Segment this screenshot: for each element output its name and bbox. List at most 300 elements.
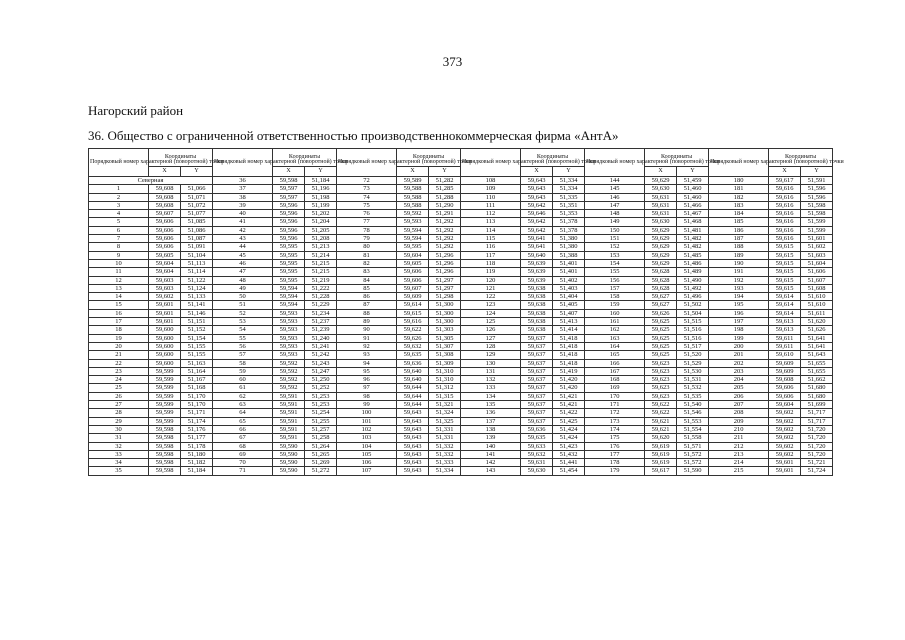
coord-y: 51,421 bbox=[553, 401, 585, 409]
coord-y: 51,460 bbox=[677, 185, 709, 193]
coord-x: 59,637 bbox=[521, 384, 553, 392]
point-number: 92 bbox=[337, 342, 397, 350]
coord-y: 51,184 bbox=[181, 467, 213, 475]
table-row bbox=[89, 318, 833, 326]
coord-x: 59,588 bbox=[397, 201, 429, 209]
point-number: 6 bbox=[89, 226, 149, 234]
point-number: 42 bbox=[213, 226, 273, 234]
coord-y: 51,680 bbox=[801, 384, 833, 392]
coord-x: 59,641 bbox=[521, 235, 553, 243]
coord-x: 59,629 bbox=[645, 259, 677, 267]
table-header bbox=[89, 149, 844, 177]
coord-y: 51,312 bbox=[429, 384, 461, 392]
coord-y: 51,219 bbox=[305, 276, 337, 284]
coord-x: 59,626 bbox=[397, 334, 429, 342]
coord-x: 59,632 bbox=[521, 450, 553, 458]
table-row bbox=[89, 210, 833, 218]
coord-x: 59,593 bbox=[273, 342, 305, 350]
point-number: 140 bbox=[461, 442, 521, 450]
coord-y: 51,482 bbox=[677, 243, 709, 251]
point-number: 196 bbox=[709, 309, 769, 317]
coord-x: 59,616 bbox=[769, 218, 801, 226]
coord-y: 51,133 bbox=[181, 293, 213, 301]
coord-y: 51,199 bbox=[305, 201, 337, 209]
coord-y: 51,378 bbox=[553, 226, 585, 234]
coord-y: 51,241 bbox=[305, 342, 337, 350]
table-row bbox=[89, 434, 833, 442]
coord-x: 59,622 bbox=[645, 409, 677, 417]
table-row bbox=[89, 309, 833, 317]
coord-x: 59,588 bbox=[397, 185, 429, 193]
point-number: 72 bbox=[337, 177, 397, 185]
point-number: 141 bbox=[461, 450, 521, 458]
coord-x-header: X bbox=[273, 167, 305, 177]
point-number: 73 bbox=[337, 185, 397, 193]
point-number: 52 bbox=[213, 309, 273, 317]
coord-x: 59,597 bbox=[273, 193, 305, 201]
coord-y: 51,502 bbox=[677, 301, 709, 309]
point-number: 111 bbox=[461, 201, 521, 209]
coord-y: 51,324 bbox=[429, 409, 461, 417]
coord-x: 59,598 bbox=[149, 467, 181, 475]
coordinates-header: Координаты bbox=[645, 149, 709, 167]
point-number: 59 bbox=[213, 367, 273, 375]
coord-x: 59,601 bbox=[149, 309, 181, 317]
coord-x: 59,627 bbox=[645, 301, 677, 309]
coord-y: 51,205 bbox=[305, 226, 337, 234]
point-number: 183 bbox=[709, 201, 769, 209]
point-number: 51 bbox=[213, 301, 273, 309]
point-number: 132 bbox=[461, 376, 521, 384]
table-row bbox=[89, 376, 833, 384]
coord-y: 51,662 bbox=[801, 376, 833, 384]
point-number: 20 bbox=[89, 342, 149, 350]
point-number: 61 bbox=[213, 384, 273, 392]
coord-x: 59,608 bbox=[769, 376, 801, 384]
coord-y: 51,598 bbox=[801, 210, 833, 218]
coord-x: 59,631 bbox=[645, 201, 677, 209]
point-number: 188 bbox=[709, 243, 769, 251]
table-row bbox=[89, 301, 833, 309]
coord-x: 59,615 bbox=[397, 309, 429, 317]
coord-x: 59,619 bbox=[645, 450, 677, 458]
table-row bbox=[89, 425, 833, 433]
table-row bbox=[89, 259, 833, 267]
coord-y: 51,460 bbox=[677, 193, 709, 201]
coord-y: 51,315 bbox=[429, 392, 461, 400]
point-number: 32 bbox=[89, 442, 149, 450]
coord-y: 51,515 bbox=[677, 318, 709, 326]
coord-y: 51,608 bbox=[801, 284, 833, 292]
coord-y: 51,413 bbox=[553, 318, 585, 326]
coord-y: 51,421 bbox=[553, 392, 585, 400]
coord-y: 51,163 bbox=[181, 359, 213, 367]
point-number: 135 bbox=[461, 401, 521, 409]
coord-y: 51,485 bbox=[677, 251, 709, 259]
coord-x: 59,601 bbox=[769, 467, 801, 475]
coord-x: 59,593 bbox=[273, 351, 305, 359]
point-number: 37 bbox=[213, 185, 273, 193]
coord-x: 59,642 bbox=[521, 226, 553, 234]
point-number: 150 bbox=[585, 226, 645, 234]
coord-y: 51,298 bbox=[429, 293, 461, 301]
coord-x: 59,595 bbox=[273, 251, 305, 259]
coord-y: 51,124 bbox=[181, 284, 213, 292]
point-number: 66 bbox=[213, 425, 273, 433]
coord-x: 59,615 bbox=[769, 259, 801, 267]
coord-y: 51,250 bbox=[305, 376, 337, 384]
coord-x: 59,640 bbox=[397, 376, 429, 384]
coord-x: 59,632 bbox=[397, 342, 429, 350]
point-number: 69 bbox=[213, 450, 273, 458]
coord-y: 51,237 bbox=[305, 318, 337, 326]
coordinates-table bbox=[88, 148, 844, 476]
coord-y: 51,198 bbox=[305, 193, 337, 201]
coord-y: 51,213 bbox=[305, 243, 337, 251]
point-number: 210 bbox=[709, 425, 769, 433]
coord-y: 51,307 bbox=[429, 342, 461, 350]
coord-y: 51,572 bbox=[677, 459, 709, 467]
point-number: 139 bbox=[461, 434, 521, 442]
point-number: 200 bbox=[709, 342, 769, 350]
point-number: 98 bbox=[337, 392, 397, 400]
coord-x: 59,625 bbox=[645, 326, 677, 334]
coord-y: 51,154 bbox=[181, 334, 213, 342]
point-number: 189 bbox=[709, 251, 769, 259]
point-number: 169 bbox=[585, 384, 645, 392]
table-row bbox=[89, 401, 833, 409]
coord-y: 51,180 bbox=[181, 450, 213, 458]
point-number: 3 bbox=[89, 201, 149, 209]
coord-y: 51,309 bbox=[429, 359, 461, 367]
coord-x: 59,642 bbox=[521, 218, 553, 226]
coord-y: 51,598 bbox=[801, 201, 833, 209]
point-number: 90 bbox=[337, 326, 397, 334]
coord-y: 51,596 bbox=[801, 193, 833, 201]
point-number: 81 bbox=[337, 251, 397, 259]
coord-y: 51,335 bbox=[553, 193, 585, 201]
coord-x: 59,594 bbox=[273, 301, 305, 309]
coord-x-header: X bbox=[521, 167, 553, 177]
coord-x: 59,643 bbox=[397, 442, 429, 450]
coord-x: 59,593 bbox=[397, 218, 429, 226]
coord-x: 59,633 bbox=[521, 442, 553, 450]
coord-x: 59,643 bbox=[397, 459, 429, 467]
coord-y: 51,720 bbox=[801, 425, 833, 433]
coord-x: 59,590 bbox=[273, 459, 305, 467]
coord-x: 59,623 bbox=[645, 376, 677, 384]
coord-y: 51,641 bbox=[801, 334, 833, 342]
coord-x: 59,616 bbox=[769, 185, 801, 193]
coord-x: 59,595 bbox=[273, 259, 305, 267]
coord-x: 59,601 bbox=[149, 301, 181, 309]
point-number: 21 bbox=[89, 351, 149, 359]
point-number: 99 bbox=[337, 401, 397, 409]
coord-x: 59,590 bbox=[273, 467, 305, 475]
coord-x: 59,637 bbox=[521, 409, 553, 417]
coord-x: 59,625 bbox=[645, 334, 677, 342]
point-number: 204 bbox=[709, 376, 769, 384]
point-number-header: Порядковый номер характерной (поворотной) точки bbox=[461, 149, 521, 177]
coord-y: 51,296 bbox=[429, 259, 461, 267]
point-number-header: Порядковый номер характерной (поворотной) точки bbox=[337, 149, 397, 177]
coord-x: 59,589 bbox=[397, 177, 429, 185]
coord-y: 51,292 bbox=[429, 235, 461, 243]
coord-x: 59,635 bbox=[521, 434, 553, 442]
coord-y: 51,240 bbox=[305, 334, 337, 342]
point-number: 64 bbox=[213, 409, 273, 417]
coord-x: 59,615 bbox=[769, 268, 801, 276]
coord-x: 59,628 bbox=[645, 284, 677, 292]
coord-y: 51,141 bbox=[181, 301, 213, 309]
point-number: 62 bbox=[213, 392, 273, 400]
point-number: 102 bbox=[337, 425, 397, 433]
coord-y: 51,655 bbox=[801, 367, 833, 375]
coord-y: 51,171 bbox=[181, 409, 213, 417]
point-number: 191 bbox=[709, 268, 769, 276]
coord-y: 51,401 bbox=[553, 259, 585, 267]
coord-y: 51,535 bbox=[677, 392, 709, 400]
point-number: 67 bbox=[213, 434, 273, 442]
point-number: 44 bbox=[213, 243, 273, 251]
coord-y: 51,591 bbox=[801, 177, 833, 185]
point-number: 171 bbox=[585, 401, 645, 409]
point-number: 195 bbox=[709, 301, 769, 309]
point-number: 174 bbox=[585, 425, 645, 433]
point-number: 53 bbox=[213, 318, 273, 326]
coord-x: 59,621 bbox=[645, 425, 677, 433]
coord-x: 59,637 bbox=[521, 401, 553, 409]
coord-y: 51,254 bbox=[305, 409, 337, 417]
coord-y: 51,351 bbox=[553, 201, 585, 209]
coord-y: 51,441 bbox=[553, 459, 585, 467]
point-number: 199 bbox=[709, 334, 769, 342]
coord-y: 51,204 bbox=[305, 218, 337, 226]
coord-y: 51,606 bbox=[801, 268, 833, 276]
point-number: 34 bbox=[89, 459, 149, 467]
coord-x: 59,592 bbox=[273, 359, 305, 367]
coord-x: 59,631 bbox=[645, 193, 677, 201]
point-number: 122 bbox=[461, 293, 521, 301]
coord-x: 59,591 bbox=[273, 401, 305, 409]
coord-x: 59,626 bbox=[645, 309, 677, 317]
coord-y: 51,332 bbox=[429, 450, 461, 458]
coord-x: 59,637 bbox=[521, 351, 553, 359]
point-number: 8 bbox=[89, 243, 149, 251]
coord-x: 59,604 bbox=[149, 268, 181, 276]
table-row bbox=[89, 334, 833, 342]
coord-x: 59,598 bbox=[149, 425, 181, 433]
point-number: 48 bbox=[213, 276, 273, 284]
coord-y: 51,603 bbox=[801, 251, 833, 259]
coord-y: 51,305 bbox=[429, 334, 461, 342]
coord-y-header: Y bbox=[181, 167, 213, 177]
coord-x: 59,606 bbox=[397, 276, 429, 284]
coord-x: 59,593 bbox=[273, 334, 305, 342]
coord-y: 51,388 bbox=[553, 251, 585, 259]
coord-x: 59,607 bbox=[149, 210, 181, 218]
point-number: 180 bbox=[709, 177, 769, 185]
coord-y: 51,066 bbox=[181, 185, 213, 193]
coord-y: 51,292 bbox=[429, 218, 461, 226]
coord-x: 59,602 bbox=[769, 417, 801, 425]
coordinates-header: Координаты bbox=[521, 149, 585, 167]
coord-y: 51,300 bbox=[429, 301, 461, 309]
coord-x: 59,604 bbox=[397, 251, 429, 259]
coord-y: 51,418 bbox=[553, 342, 585, 350]
point-number: 60 bbox=[213, 376, 273, 384]
point-number: 93 bbox=[337, 351, 397, 359]
point-number: 215 bbox=[709, 467, 769, 475]
coord-x: 59,629 bbox=[645, 243, 677, 251]
coord-y: 51,481 bbox=[677, 226, 709, 234]
coord-x: 59,599 bbox=[149, 409, 181, 417]
coord-y: 51,529 bbox=[677, 359, 709, 367]
coord-y: 51,516 bbox=[677, 334, 709, 342]
point-number: 146 bbox=[585, 193, 645, 201]
point-number: 175 bbox=[585, 434, 645, 442]
table-row bbox=[89, 201, 833, 209]
coord-x: 59,602 bbox=[769, 425, 801, 433]
point-number: 181 bbox=[709, 185, 769, 193]
coord-y: 51,282 bbox=[429, 177, 461, 185]
point-number-header: Порядковый номер характерной (поворотной) точки bbox=[89, 149, 149, 177]
coord-y: 51,182 bbox=[181, 459, 213, 467]
coord-y: 51,432 bbox=[553, 450, 585, 458]
coord-y: 51,164 bbox=[181, 367, 213, 375]
point-number: 97 bbox=[337, 384, 397, 392]
coord-x: 59,606 bbox=[397, 268, 429, 276]
point-number: 45 bbox=[213, 251, 273, 259]
coord-x: 59,616 bbox=[769, 226, 801, 234]
coord-x: 59,622 bbox=[397, 326, 429, 334]
coord-y-header: Y bbox=[801, 167, 833, 177]
coord-x: 59,619 bbox=[645, 459, 677, 467]
point-number: 54 bbox=[213, 326, 273, 334]
point-number: 198 bbox=[709, 326, 769, 334]
table-row bbox=[89, 417, 833, 425]
region-title: Нагорский район bbox=[88, 103, 184, 118]
coord-y: 51,424 bbox=[553, 434, 585, 442]
point-number: 130 bbox=[461, 359, 521, 367]
point-number: 96 bbox=[337, 376, 397, 384]
coord-y: 51,258 bbox=[305, 434, 337, 442]
coord-x: 59,642 bbox=[521, 201, 553, 209]
coord-x: 59,591 bbox=[273, 409, 305, 417]
coord-y: 51,255 bbox=[305, 417, 337, 425]
coord-x: 59,611 bbox=[769, 342, 801, 350]
coord-y: 51,553 bbox=[677, 417, 709, 425]
coord-y: 51,532 bbox=[677, 384, 709, 392]
coord-x: 59,635 bbox=[397, 351, 429, 359]
coord-y: 51,296 bbox=[429, 251, 461, 259]
coord-y: 51,717 bbox=[801, 417, 833, 425]
point-number: 160 bbox=[585, 309, 645, 317]
coord-x: 59,588 bbox=[397, 193, 429, 201]
coord-y: 51,285 bbox=[429, 185, 461, 193]
coord-y: 51,699 bbox=[801, 401, 833, 409]
point-number: 57 bbox=[213, 351, 273, 359]
coord-x: 59,625 bbox=[645, 342, 677, 350]
coord-x: 59,608 bbox=[149, 185, 181, 193]
coord-x: 59,616 bbox=[769, 210, 801, 218]
coord-y: 51,422 bbox=[553, 409, 585, 417]
table-row bbox=[89, 450, 833, 458]
coord-y: 51,296 bbox=[429, 268, 461, 276]
coord-y: 51,620 bbox=[801, 318, 833, 326]
coord-x: 59,628 bbox=[645, 268, 677, 276]
coord-x: 59,638 bbox=[521, 301, 553, 309]
coord-y: 51,167 bbox=[181, 376, 213, 384]
coord-y: 51,554 bbox=[677, 425, 709, 433]
point-number: 176 bbox=[585, 442, 645, 450]
point-number: 76 bbox=[337, 210, 397, 218]
table-row bbox=[89, 268, 833, 276]
coord-y: 51,269 bbox=[305, 459, 337, 467]
coord-x: 59,596 bbox=[273, 201, 305, 209]
point-number: 190 bbox=[709, 259, 769, 267]
point-number: 28 bbox=[89, 409, 149, 417]
point-number: 38 bbox=[213, 193, 273, 201]
point-number: 80 bbox=[337, 243, 397, 251]
coord-x: 59,643 bbox=[397, 434, 429, 442]
point-number: 172 bbox=[585, 409, 645, 417]
coord-y: 51,380 bbox=[553, 243, 585, 251]
coord-y: 51,334 bbox=[553, 185, 585, 193]
point-number: 213 bbox=[709, 450, 769, 458]
point-number: 165 bbox=[585, 351, 645, 359]
coord-y: 51,414 bbox=[553, 326, 585, 334]
table-body bbox=[89, 177, 833, 476]
coord-x: 59,625 bbox=[645, 351, 677, 359]
point-number: 50 bbox=[213, 293, 273, 301]
coord-y: 51,253 bbox=[305, 401, 337, 409]
coord-x: 59,616 bbox=[769, 235, 801, 243]
coord-x: 59,594 bbox=[397, 226, 429, 234]
coord-y: 51,072 bbox=[181, 201, 213, 209]
coord-x: 59,610 bbox=[769, 351, 801, 359]
point-number: 137 bbox=[461, 417, 521, 425]
point-number: 91 bbox=[337, 334, 397, 342]
coord-x: 59,620 bbox=[645, 434, 677, 442]
coord-y: 51,272 bbox=[305, 467, 337, 475]
point-number: 168 bbox=[585, 376, 645, 384]
point-number: 158 bbox=[585, 293, 645, 301]
coord-x: 59,643 bbox=[397, 450, 429, 458]
table-row bbox=[89, 218, 833, 226]
coord-x: 59,629 bbox=[645, 235, 677, 243]
point-number: 40 bbox=[213, 210, 273, 218]
coord-y: 51,214 bbox=[305, 251, 337, 259]
coord-y: 51,418 bbox=[553, 334, 585, 342]
point-number: 153 bbox=[585, 251, 645, 259]
point-number: 83 bbox=[337, 268, 397, 276]
coord-x: 59,631 bbox=[521, 459, 553, 467]
coord-y: 51,104 bbox=[181, 251, 213, 259]
point-number: 159 bbox=[585, 301, 645, 309]
point-number-header: Порядковый номер характерной (поворотной) точки bbox=[709, 149, 769, 177]
coord-x-header: X bbox=[645, 167, 677, 177]
table-row bbox=[89, 442, 833, 450]
coord-y: 51,176 bbox=[181, 425, 213, 433]
point-number: 86 bbox=[337, 293, 397, 301]
coord-y: 51,419 bbox=[553, 367, 585, 375]
coord-x: 59,640 bbox=[521, 251, 553, 259]
coord-x: 59,592 bbox=[273, 376, 305, 384]
point-number: 15 bbox=[89, 301, 149, 309]
point-number: 170 bbox=[585, 392, 645, 400]
coord-x: 59,638 bbox=[521, 293, 553, 301]
